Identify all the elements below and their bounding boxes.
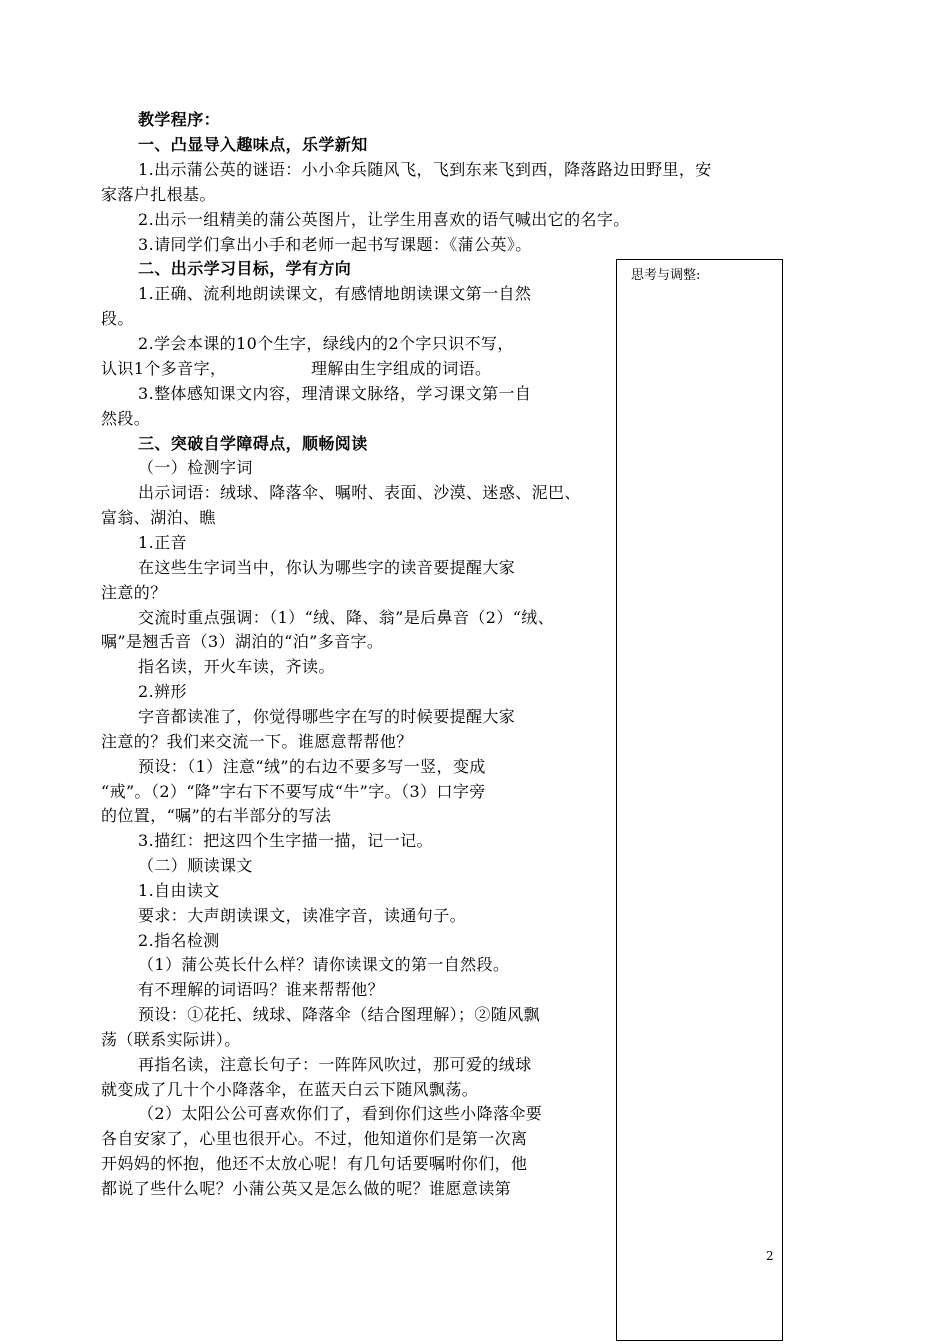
body-line: 都说了些什么呢？小蒲公英又是怎么做的呢？谁愿意读第: [101, 1179, 512, 1198]
body-line: 注意的？: [101, 583, 167, 602]
page-number: 2: [766, 1249, 774, 1263]
body-line: 理解由生字组成的词语。: [311, 359, 492, 378]
body-line: 就变成了几十个小降落伞，在蓝天白云下随风飘荡。: [101, 1080, 479, 1099]
body-line: 1.自由读文: [138, 881, 220, 900]
subsection-title: （一）检测字词: [138, 458, 253, 477]
reflection-box: [616, 259, 783, 1341]
body-line: 然段。: [101, 409, 151, 428]
body-line: 各自安家了，心里也很开心。不过，他知道你们是第一次离: [101, 1129, 528, 1148]
body-line: 开妈妈的怀抱，他还不太放心呢！有几句话要嘱咐你们，他: [101, 1154, 528, 1173]
reflection-box-label: 思考与调整:: [631, 268, 701, 283]
body-line: （2）太阳公公可喜欢你们了，看到你们这些小降落伞要: [138, 1104, 543, 1123]
body-line: （1）蒲公英长什么样？请你读课文的第一自然段。: [138, 955, 510, 974]
body-line: 字音都读准了，你觉得哪些字在写的时候要提醒大家: [138, 707, 516, 726]
body-line: 荡（联系实际讲）。: [101, 1030, 241, 1049]
section-2-title: 二、出示学习目标，学有方向: [138, 259, 352, 278]
body-line: 富翁、湖泊、瞧: [101, 508, 216, 527]
body-line: 嘱”是翘舌音（3）湖泊的“泊”多音字。: [101, 632, 384, 651]
body-line: 指名读，开火车读，齐读。: [138, 657, 335, 676]
body-line: 家落户扎根基。: [101, 185, 216, 204]
heading: 教学程序：: [138, 110, 221, 129]
body-line: 3.请同学们拿出小手和老师一起书写课题：《蒲公英》。: [138, 235, 532, 254]
body-line: 预设：（1）注意“绒”的右边不要多写一竖，变成: [138, 757, 486, 776]
body-line: 要求：大声朗读课文，读准字音，读通句子。: [138, 906, 467, 925]
body-line: 的位置，“嘱”的右半部分的写法: [101, 806, 332, 825]
body-line: 预设：①花托、绒球、降落伞（结合图理解）；②随风飘: [138, 1005, 541, 1024]
body-line: 认识1个多音字，: [101, 359, 227, 378]
body-line: 2.辨形: [138, 682, 187, 701]
body-line: 3.整体感知课文内容，理清课文脉络，学习课文第一自: [138, 384, 532, 403]
body-line: 3.描红：把这四个生字描一描，记一记。: [138, 831, 433, 850]
body-line: 交流时重点强调：（1）“绒、降、翁”是后鼻音（2）“绒、: [138, 608, 555, 627]
body-line: 2.出示一组精美的蒲公英图片，让学生用喜欢的语气喊出它的名字。: [138, 210, 630, 229]
body-line: 再指名读，注意长句子：一阵阵风吹过，那可爱的绒球: [138, 1055, 532, 1074]
body-line: 出示词语：绒球、降落伞、嘱咐、表面、沙漠、迷惑、泥巴、: [138, 483, 581, 502]
body-line: 1.正音: [138, 533, 187, 552]
body-line: 1.出示蒲公英的谜语：小小伞兵随风飞，飞到东来飞到西，降落路边田野里，安: [138, 160, 712, 179]
body-line: 在这些生字词当中，你认为哪些字的读音要提醒大家: [138, 558, 516, 577]
body-line: 有不理解的词语吗？谁来帮帮他？: [138, 980, 385, 999]
section-3-title: 三、突破自学障碍点，顺畅阅读: [138, 434, 368, 453]
section-1-title: 一、凸显导入趣味点，乐学新知: [138, 135, 368, 154]
body-line: 段。: [101, 309, 134, 328]
body-line: 注意的？我们来交流一下。谁愿意帮帮他？: [101, 732, 413, 751]
body-line: 1.正确、流利地朗读课文，有感情地朗读课文第一自然: [138, 284, 532, 303]
subsection-title: （二）顺读课文: [138, 856, 253, 875]
body-line: “戒”。（2）“降”字右下不要写成“牛”字。（3）口字旁: [101, 782, 486, 801]
body-line: 2.学会本课的10个生字，绿线内的2个字只识不写，: [138, 334, 514, 353]
body-line: 2.指名检测: [138, 931, 220, 950]
